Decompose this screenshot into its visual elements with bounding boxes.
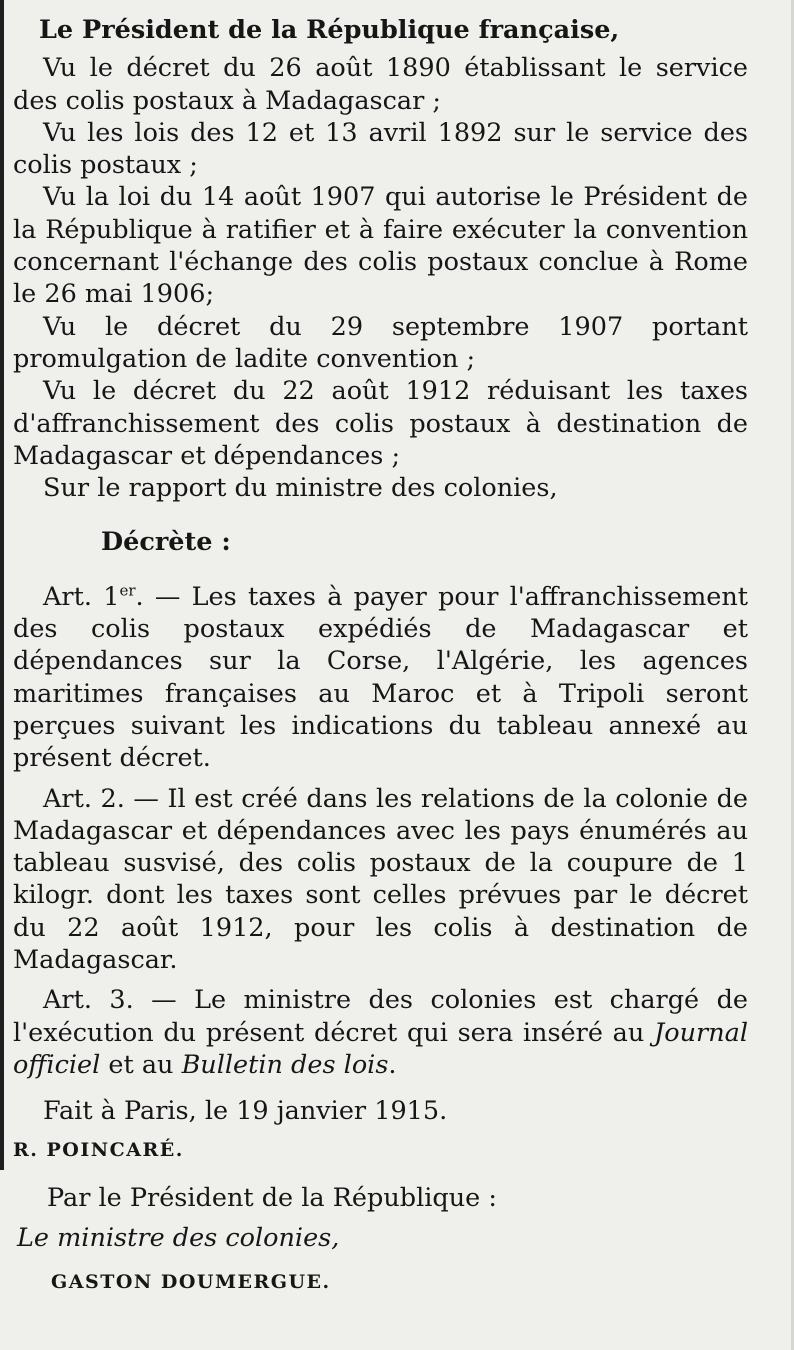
bulletin-des-lois-title: Bulletin des lois bbox=[181, 1049, 389, 1080]
article-3-label: Art. 3. — bbox=[43, 985, 177, 1016]
consideration-3: Vu la loi du 14 août 1907 qui autorise le Président de la République à ratifier et à faire exécuter la convention concernant l'échange des colis postaux conclue à Rome le 26 mai 1906; bbox=[13, 182, 748, 310]
article-3 bbox=[13, 984, 748, 1081]
scan-left-edge bbox=[0, 0, 4, 1170]
president-signature: R. POINCARÉ. bbox=[13, 1138, 184, 1161]
decree-header: Le Président de la République française, bbox=[39, 15, 620, 45]
article-3-text-before: Le ministre des colonies est chargé de l'exécution du présent décret qui sera inséré au bbox=[13, 985, 748, 1048]
consideration-2: Vu les lois des 12 et 13 avril 1892 sur le service des colis postaux ; bbox=[13, 117, 748, 181]
ministre-signature: GASTON DOUMERGUE. bbox=[51, 1271, 331, 1294]
decrete-heading: Décrète : bbox=[101, 527, 231, 558]
par-le-president-line: Par le Président de la République : bbox=[47, 1182, 497, 1213]
decree-column bbox=[13, 14, 748, 1299]
consideration-5: Vu le décret du 22 août 1912 réduisant les taxes d'affranchissement des colis postaux à destination de Madagascar et dépendances ; bbox=[13, 376, 748, 471]
article-1-text: Les taxes à payer pour l'affranchissement des colis postaux expédiés de Madagascar et dépendances sur la Corse, l'Algérie, les agences maritimes françaises au Maroc et à Tripoli seront perçues suivant les indications du tableau annexé au présent décret. bbox=[13, 581, 749, 774]
ministre-title: Le ministre des colonies, bbox=[17, 1223, 340, 1254]
article-1 bbox=[13, 581, 748, 775]
journal-officiel-title: Journal officiel bbox=[13, 1017, 748, 1080]
article-3-text-mid: et au bbox=[108, 1049, 174, 1080]
consideration-1: Vu le décret du 26 août 1890 établissant le service des colis postaux à Madagascar ; bbox=[13, 53, 748, 116]
article-2 bbox=[13, 783, 748, 977]
article-2-label: Art. 2. — bbox=[43, 783, 159, 814]
consideration-4: Vu le décret du 29 septembre 1907 portant promulgation de ladite convention ; bbox=[13, 311, 748, 374]
article-3-text-end: . bbox=[388, 1049, 397, 1080]
consideration-6: Sur le rapport du ministre des colonies, bbox=[43, 473, 558, 504]
article-2-text: Il est créé dans les relations de la colonie de Madagascar et dépendances avec les pays énumérés au tableau susvisé, des colis postaux de la coupure de 1 kilogr. dont les taxes sont celles prévues par le décret du 22 août 1912, pour les colis à destination de Madagascar. bbox=[13, 783, 749, 976]
date-place-line: Fait à Paris, le 19 janvier 1915. bbox=[43, 1096, 448, 1127]
article-1-label: Art. 1er. — bbox=[43, 581, 181, 612]
